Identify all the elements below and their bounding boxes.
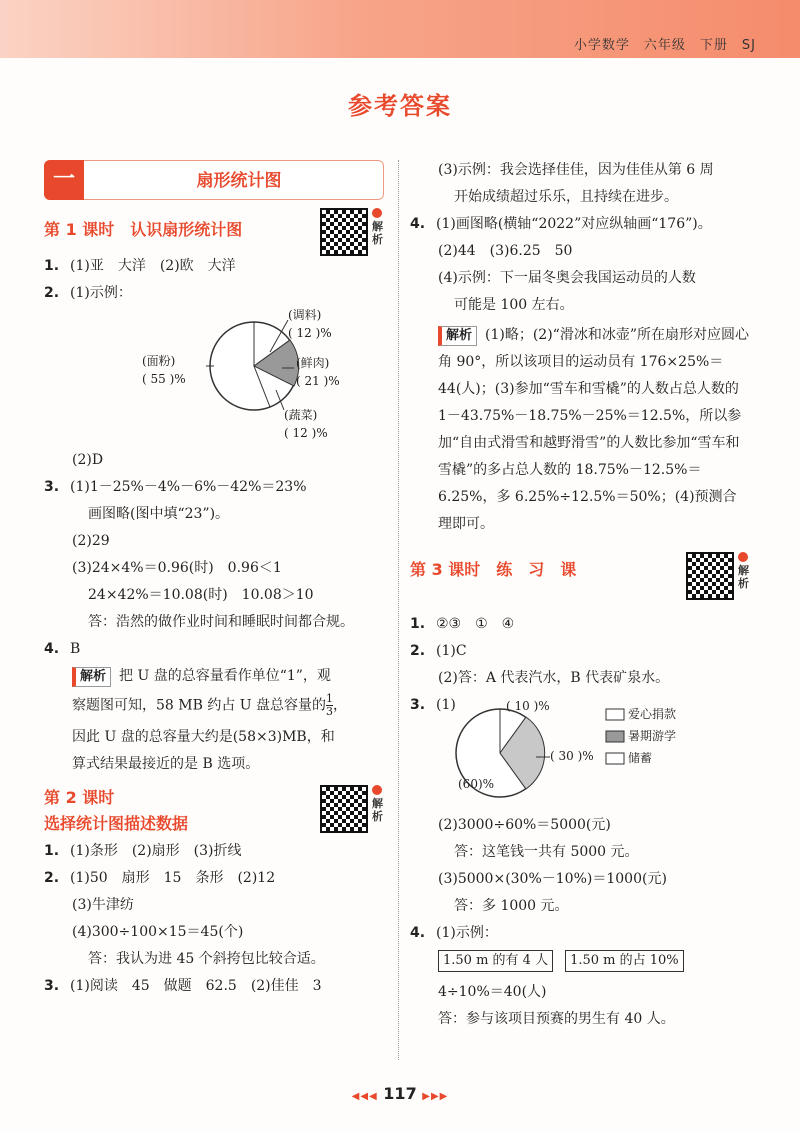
pie-chart-2: [410, 695, 750, 815]
pie1-label-vegetable: (蔬菜) ( 12 )%: [284, 408, 328, 440]
qr-icon[interactable]: [320, 785, 368, 833]
l3-q3c: 答：这笔钱一共有 5000 元。: [454, 844, 639, 860]
qr-code-lesson-3[interactable]: [686, 552, 750, 604]
l2-q2c: (4)300÷100×15＝45(个): [72, 924, 244, 940]
l1-q3b: 画图略(图中填“23”)。: [88, 506, 230, 522]
play-dot-icon: [372, 208, 382, 218]
l3-q3: 3. (1): [410, 697, 456, 713]
answer-box-1: 1.50 m 的有 4 人: [438, 950, 553, 972]
qr-tag: 解析: [372, 785, 386, 823]
l1-q3f: 答：浩然的做作业时间和睡眠时间都合规。: [88, 614, 354, 630]
r-q4a: 4. (1)画图略(横轴“2022”对应纵轴画“176”)。: [410, 216, 712, 232]
l3-q4-boxes: [410, 950, 750, 982]
left-arrows-icon: ◀◀◀: [351, 1091, 378, 1102]
right-arrows-icon: ▶▶▶: [422, 1091, 449, 1102]
l1-analysis-2: 察题图可知，58 MB 约占 U 盘总容量的 $\frac{1}{3}$ ，: [72, 692, 348, 718]
r-q4c: (4)示例：下一届冬奥会我国运动员的人数: [438, 270, 696, 286]
lesson-2-title-1: 第 2 课时: [44, 788, 115, 807]
pie2-label-30: ( 30 )%: [550, 749, 594, 763]
l3-q4b: 4÷10%＝40(人): [438, 984, 547, 1000]
lesson-3-heading: [410, 556, 750, 614]
r-q4d: 可能是 100 左右。: [454, 297, 574, 313]
l2-q3: 3. (1)阅读 45 做题 62.5 (2)佳佳 3: [44, 978, 322, 994]
l1-analysis-3: 因此 U 盘的总容量大约是(58×3)MB，和: [72, 729, 335, 745]
qr-tag: 解析: [738, 552, 752, 590]
r-line-2: 开始成绩超过乐乐，且持续在进步。: [454, 189, 678, 205]
l3-q1: 1. ②③ ① ④: [410, 616, 515, 632]
lesson-1-title: 第 1 课时 认识扇形统计图: [44, 220, 243, 239]
l2-q2d: 答：我认为进 45 个斜挎包比较合适。: [88, 951, 325, 967]
pie2-label-10: ( 10 )%: [506, 699, 550, 713]
answer-box-2: 1.50 m 的占 10%: [565, 950, 684, 972]
l1-q3c: (2)29: [72, 533, 110, 549]
l1-q4: 4. B: [44, 641, 81, 657]
analysis-badge: 解析: [72, 667, 111, 687]
lesson-3-title: 第 3 课时 练 习 课: [410, 560, 577, 579]
l1-analysis-1: 解析 把 U 盘的总容量看作单位“1”，观: [44, 666, 384, 693]
l3-q3e: 答：多 1000 元。: [454, 898, 569, 914]
legend-donation: 爱心捐款: [628, 707, 677, 721]
legend-study-tour: 暑期游学: [628, 729, 677, 743]
l3-q4a: 4. (1)示例：: [410, 925, 498, 941]
l2-q1: 1. (1)条形 (2)扇形 (3)折线: [44, 843, 242, 859]
qr-code-lesson-1[interactable]: [320, 208, 384, 260]
pie1-label-seasoning: (调料) ( 12 )%: [288, 308, 332, 340]
fraction-one-third: $\frac{1}{3}$: [326, 692, 334, 718]
right-column: [410, 160, 750, 1036]
l3-q2a: 2. (1)C: [410, 643, 467, 659]
unit-number: 一: [44, 160, 84, 200]
pie1-label-meat: (鲜肉) ( 21 )%: [296, 356, 340, 388]
page-number-footer: [0, 1084, 800, 1103]
lesson-1-heading: [44, 216, 384, 256]
l2-q2a: 2. (1)50 扇形 15 条形 (2)12: [44, 870, 276, 886]
r-analysis-text: (1)略；(2)“滑冰和冰壶”所在扇形对应圆心角 90°，所以该项目的运动员有 176×25%＝44(人)；(3)参加“雪车和雪橇”的人数占总人数的 1－43.75%－18.75%－25%＝12.5%，所以参加“自由式滑雪和越野滑雪”的人数比参加“雪车和雪橇”的多占总人数的 18.75%－12.5%＝6.25%，多 6.25%÷12.5%＝50%；(4)预测合理即可。: [438, 327, 749, 532]
analysis-badge: 解析: [438, 326, 477, 346]
qr-tag: 解析: [372, 208, 386, 246]
page-number: 117: [383, 1084, 417, 1103]
l3-q3d: (3)5000×(30%－10%)＝1000(元): [438, 871, 667, 887]
l2-q2b: (3)牛津纺: [72, 897, 134, 913]
play-dot-icon: [372, 785, 382, 795]
left-column: [44, 160, 384, 1003]
r-q4b: (2)44 (3)6.25 50: [438, 243, 573, 259]
qr-icon[interactable]: [686, 552, 734, 600]
legend-savings: 储蓄: [628, 751, 653, 765]
pie1-label-flour: (面粉) ( 55 )%: [142, 354, 186, 386]
l1-q3a: 3. (1)1－25%－4%－6%－42%＝23%: [44, 479, 307, 495]
l3-q2b: (2)答：A 代表汽水，B 代表矿泉水。: [438, 670, 670, 686]
l3-q4c: 答：参与该项目预赛的男生有 40 人。: [438, 1011, 675, 1027]
page-title: 参考答案: [348, 92, 452, 120]
book-label: 小学数学 六年级 下册 SJ: [573, 38, 756, 53]
pie-chart-1: [44, 310, 384, 450]
r-line-1: (3)示例：我会选择佳佳，因为佳佳从第 6 周: [438, 162, 714, 178]
l1-q1: 1. (1)亚 大洋 (2)欧 大洋: [44, 258, 236, 274]
qr-icon[interactable]: [320, 208, 368, 256]
r-analysis: [410, 322, 750, 538]
l1-analysis-4: 算式结果最接近的是 B 选项。: [72, 756, 260, 772]
qr-code-lesson-2[interactable]: [320, 785, 384, 837]
column-divider: [398, 160, 399, 1060]
l1-q2: 2. (1)示例：: [44, 285, 132, 301]
lesson-2-title-2: 选择统计图描述数据: [44, 814, 189, 833]
l1-q2b: (2)D: [72, 452, 104, 468]
pie2-label-60: (60)%: [458, 777, 495, 791]
play-dot-icon: [738, 552, 748, 562]
l1-q3e: 24×42%＝10.08(时) 10.08＞10: [88, 587, 314, 603]
unit-title: 扇形统计图: [196, 171, 282, 191]
l3-q3b: (2)3000÷60%＝5000(元): [438, 817, 611, 833]
l1-q3d: (3)24×4%＝0.96(时) 0.96＜1: [72, 560, 282, 576]
lesson-2-heading: [44, 785, 384, 841]
unit-banner: [44, 160, 384, 200]
